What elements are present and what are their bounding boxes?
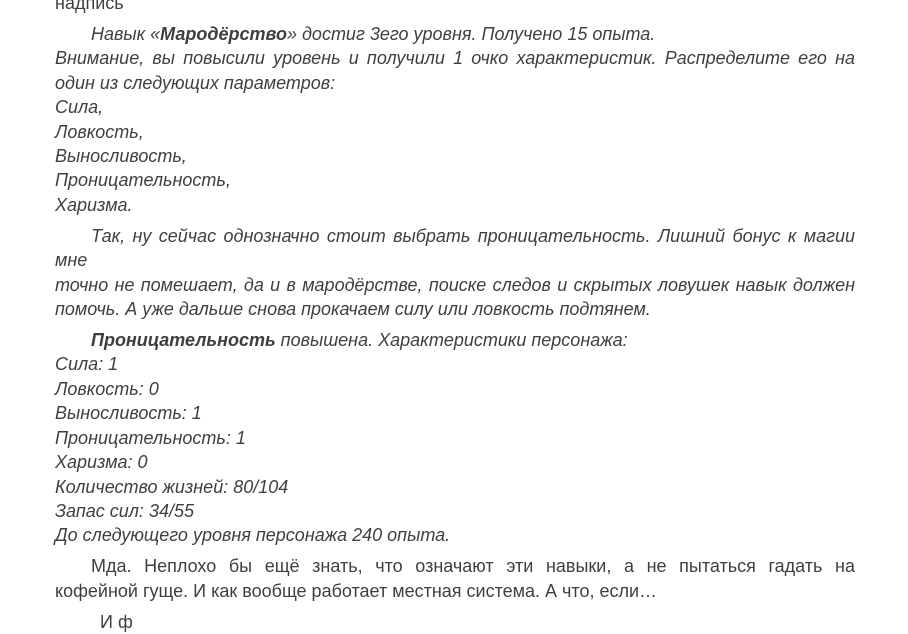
text-fragment: » достиг 3его уровня. Получено 15 опыта.: [286, 24, 656, 44]
attention-line: один из следующих параметров:: [55, 72, 336, 93]
thought-line: точно не помешает, да и в мародёрстве, поиске следов и скрытых ловушек навык должен: [55, 274, 855, 295]
stat-strength: Сила: 1: [55, 354, 119, 375]
option-charisma: Харизма.: [55, 194, 133, 215]
cut-off-line: И ф: [100, 611, 133, 632]
stat-charisma: Харизма: 0: [55, 452, 148, 473]
stat-perception: Проницательность: 1: [55, 427, 246, 448]
closing-line: Мда. Неплохо бы ещё знать, что означают эти навыки, а не пытаться гадать на: [91, 556, 855, 577]
attention-line: Внимание, вы повысили уровень и получили 1 очко характеристик. Распределите его на: [55, 48, 855, 69]
option-strength: Сила,: [55, 97, 104, 118]
skill-notification: [55, 22, 855, 46]
thought-line: Так, ну сейчас однозначно стоит выбрать проницательность. Лишний бонус к магии мне: [55, 225, 855, 271]
text-fragment: Навык «: [91, 24, 161, 44]
text-fragment: повышена. Характеристики персонажа:: [275, 330, 628, 351]
stat-hit-points: Количество жизней: 80/104: [55, 476, 289, 497]
stat-endurance: Выносливость: 1: [55, 403, 202, 424]
skill-name: Мародёрство: [160, 24, 287, 44]
document-page: [55, 0, 855, 634]
closing-line: кофейной гуще. И как вообще работает местная система. А что, если…: [55, 580, 658, 601]
option-perception: Проницательность,: [55, 170, 231, 191]
stat-agility: Ловкость: 0: [55, 378, 159, 399]
text-line: надпись: [55, 0, 124, 13]
stat-raised-notice: [55, 328, 855, 352]
thought-line: помочь. А уже дальше снова прокачаем силу или ловкость подтянем.: [55, 299, 651, 320]
option-agility: Ловкость,: [55, 121, 144, 142]
option-endurance: Выносливость,: [55, 146, 187, 167]
stat-next-level: До следующего уровня персонажа 240 опыта.: [55, 525, 451, 546]
raised-stat-name: Проницательность: [91, 330, 276, 351]
stat-stamina: Запас сил: 34/55: [55, 500, 194, 521]
